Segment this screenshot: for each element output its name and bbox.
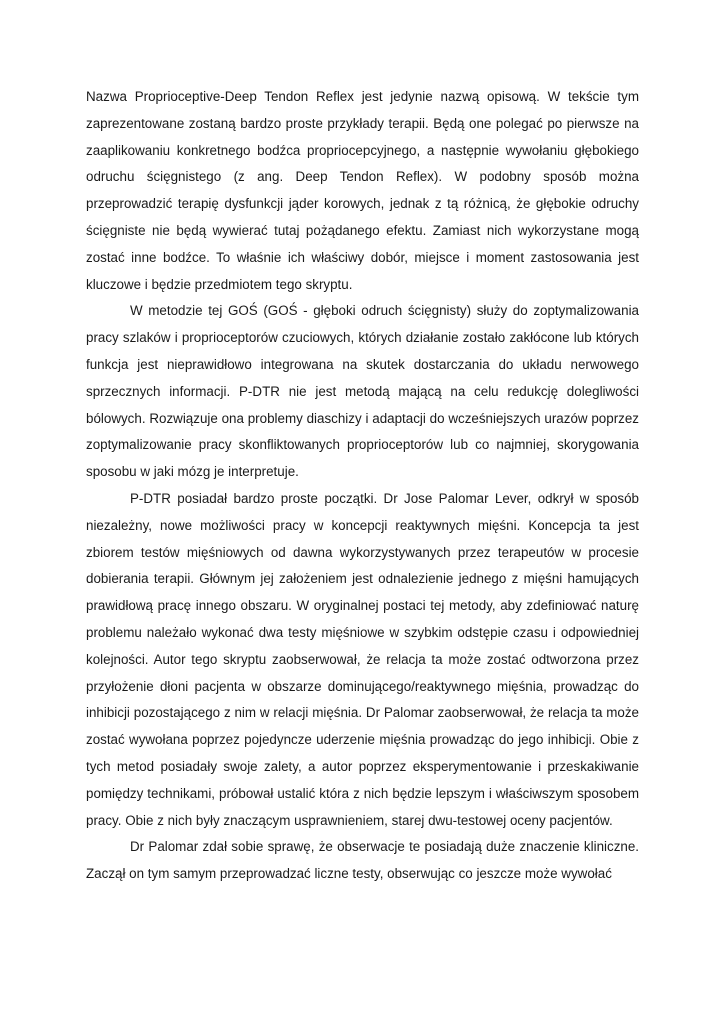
- paragraph-intro: Nazwa Proprioceptive-Deep Tendon Reflex jest jedynie nazwą opisową. W tekście tym zaprezentowane zostaną bardzo proste przykłady terapii. Będą one polegać po pierwsze na zaaplikowaniu konkretnego bodźca propriocepcyjnego, a następnie wywołaniu głębokiego odruchu ścięgnistego (z ang. Deep Tendon Reflex). W podobny sposób można przeprowadzić terapię dysfunkcji jąder korowych, jednak z tą różnicą, że głębokie odruchy ścięgniste nie będą wywierać tutaj pożądanego efektu. Zamiast nich wykorzystane mogą zostać inne bodźce. To właśnie ich właściwy dobór, miejsce i moment zastosowania jest kluczowe i będzie przedmiotem tego skryptu.: [86, 89, 639, 292]
- document-page: [86, 84, 639, 888]
- paragraph-gos-method: W metodzie tej GOŚ (GOŚ - głęboki odruch ścięgnisty) służy do zoptymalizowania pracy szlaków i proprioceptorów czuciowych, których działanie zostało zakłócone lub których funkcja jest nieprawidłowo integrowana na skutek dostarczania do układu nerwowego sprzecznych informacji. P-DTR nie jest metodą mającą na celu redukcję dolegliwości bólowych. Rozwiązuje ona problemy diaschizy i adaptacji do wcześniejszych urazów poprzez zoptymalizowanie pracy skonfliktowanych proprioceptorów lub co najmniej, skorygowania sposobu w jaki mózg je interpretuje.: [86, 303, 639, 480]
- paragraph-clinical-significance: Dr Palomar zdał sobie sprawę, że obserwacje te posiadają duże znaczenie kliniczne. Zaczął on tym samym przeprowadzać liczne testy, obserwując co jeszcze może wywołać: [86, 839, 639, 882]
- paragraph-history: P-DTR posiadał bardzo proste początki. Dr Jose Palomar Lever, odkrył w sposób niezależny, nowe możliwości pracy w koncepcji reaktywnych mięśni. Koncepcja ta jest zbiorem testów mięśniowych od dawna wykorzystywanych przez terapeutów w procesie dobierania terapii. Głównym jej założeniem jest odnalezienie jednego z mięśni hamujących prawidłową pracę innego obszaru. W oryginalnej postaci tej metody, aby zdefiniować naturę problemu należało wykonać dwa testy mięśniowe w szybkim odstępie czasu i odpowiedniej kolejności. Autor tego skryptu zaobserwował, że relacja ta może zostać odtworzona przez przyłożenie dłoni pacjenta w obszarze dominującego/reaktywnego mięśnia, prowadząc do inhibicji pozostającego z nim w relacji mięśnia. Dr Palomar zaobserwował, że relacja ta może zostać wywołana poprzez pojedyncze uderzenie mięśnia prowadząc do jego inhibicji. Obie z tych metod posiadały swoje zalety, a autor poprzez eksperymentowanie i przeskakiwanie pomiędzy technikami, próbował ustalić która z nich będzie lepszym i właściwszym sposobem pracy. Obie z nich były znaczącym usprawnieniem, starej dwu-testowej oceny pacjentów.: [86, 490, 639, 828]
